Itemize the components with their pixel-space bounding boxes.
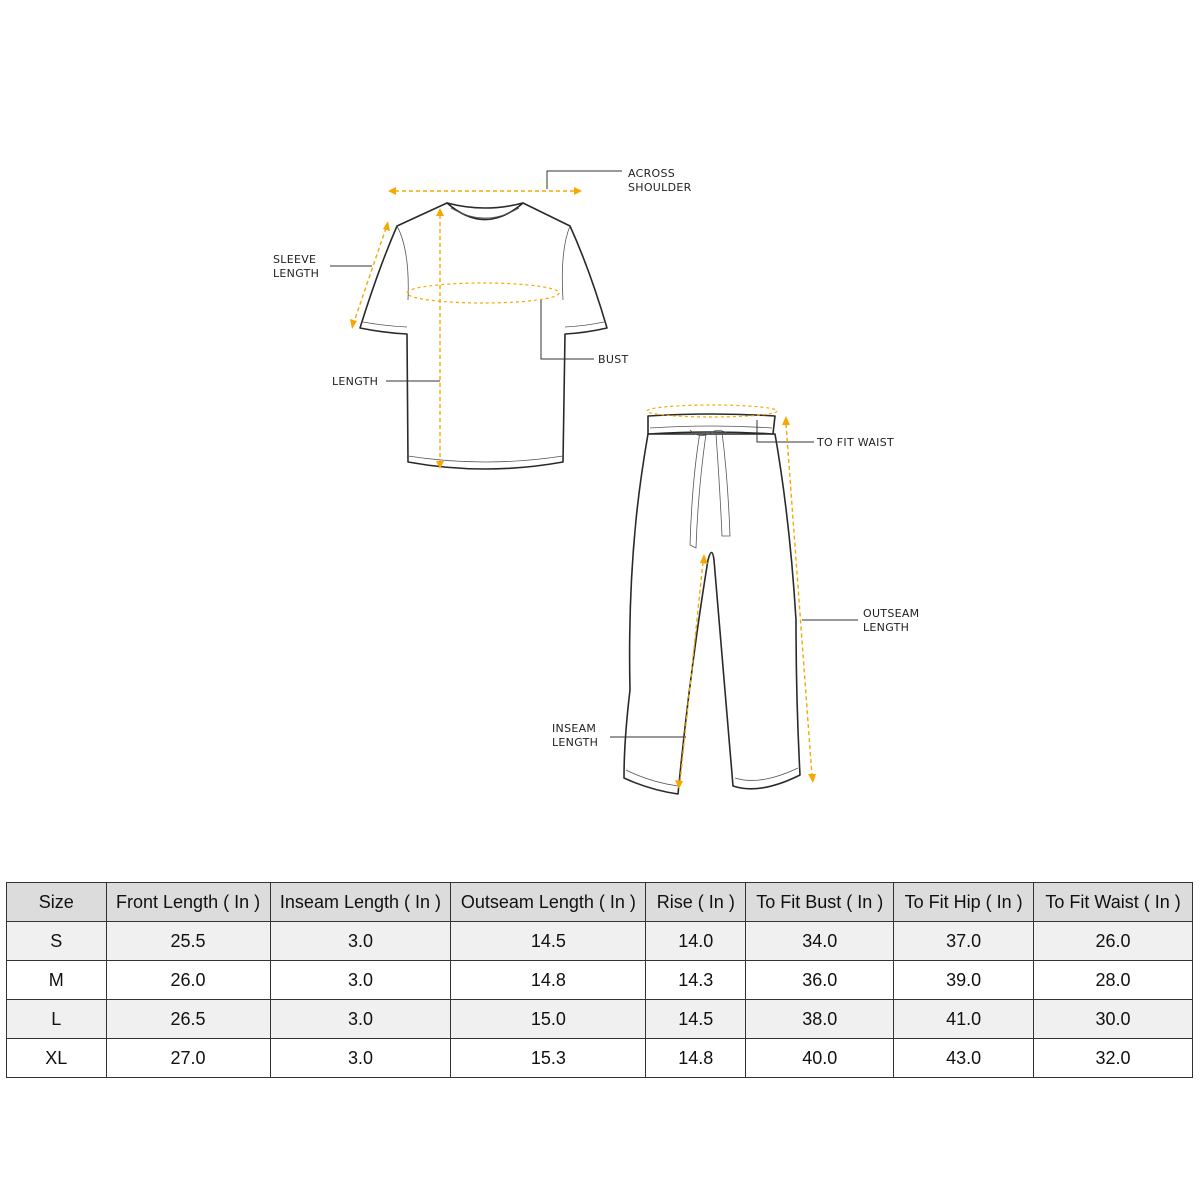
measurement-cell: 37.0 (894, 922, 1034, 961)
measurement-cell: 14.0 (646, 922, 746, 961)
measurement-cell: 39.0 (894, 961, 1034, 1000)
measurement-cell: 14.3 (646, 961, 746, 1000)
measurement-cell: 14.5 (451, 922, 646, 961)
measurement-cell: 25.5 (106, 922, 270, 961)
measurement-cell: 28.0 (1034, 961, 1193, 1000)
size-chart-table (6, 882, 1193, 1078)
measurement-cell: 15.3 (451, 1039, 646, 1078)
column-header: To Fit Bust ( In ) (746, 883, 894, 922)
table-row (7, 1000, 1193, 1039)
measurement-cell: 15.0 (451, 1000, 646, 1039)
measurement-cell: 26.5 (106, 1000, 270, 1039)
label-across-shoulder: ACROSS SHOULDER (628, 167, 692, 194)
column-header: Rise ( In ) (646, 883, 746, 922)
measurement-cell: 36.0 (746, 961, 894, 1000)
label-outseam-length: OUTSEAM LENGTH (863, 607, 920, 634)
size-cell: XL (7, 1039, 107, 1078)
measurement-cell: 34.0 (746, 922, 894, 961)
measurement-cell: 30.0 (1034, 1000, 1193, 1039)
size-cell: M (7, 961, 107, 1000)
table-header-row (7, 883, 1193, 922)
measurement-cell: 26.0 (1034, 922, 1193, 961)
measurement-cell: 40.0 (746, 1039, 894, 1078)
table-row (7, 961, 1193, 1000)
measurement-cell: 3.0 (270, 922, 451, 961)
measurement-cell: 41.0 (894, 1000, 1034, 1039)
measurement-cell: 14.8 (646, 1039, 746, 1078)
table-row (7, 1039, 1193, 1078)
measurement-cell: 14.5 (646, 1000, 746, 1039)
label-length: LENGTH (332, 375, 379, 388)
tshirt-illustration (360, 203, 607, 469)
measurement-cell: 3.0 (270, 1039, 451, 1078)
measurement-cell: 32.0 (1034, 1039, 1193, 1078)
column-header: Inseam Length ( In ) (270, 883, 451, 922)
label-to-fit-waist: TO FIT WAIST (817, 436, 895, 449)
column-header: Outseam Length ( In ) (451, 883, 646, 922)
column-header: To Fit Waist ( In ) (1034, 883, 1193, 922)
column-header: Size (7, 883, 107, 922)
measurement-cell: 14.8 (451, 961, 646, 1000)
label-sleeve-length: SLEEVE LENGTH (273, 253, 320, 280)
size-cell: L (7, 1000, 107, 1039)
label-bust: BUST (598, 353, 629, 366)
measurement-cell: 3.0 (270, 1000, 451, 1039)
size-cell: S (7, 922, 107, 961)
measurement-cell: 3.0 (270, 961, 451, 1000)
across-shoulder-measure (388, 171, 622, 195)
measurement-cell: 43.0 (894, 1039, 1034, 1078)
column-header: To Fit Hip ( In ) (894, 883, 1034, 922)
table-row (7, 922, 1193, 961)
measurement-cell: 26.0 (106, 961, 270, 1000)
measurement-cell: 38.0 (746, 1000, 894, 1039)
measurement-cell: 27.0 (106, 1039, 270, 1078)
column-header: Front Length ( In ) (106, 883, 270, 922)
label-inseam-length: INSEAM LENGTH (552, 722, 599, 749)
